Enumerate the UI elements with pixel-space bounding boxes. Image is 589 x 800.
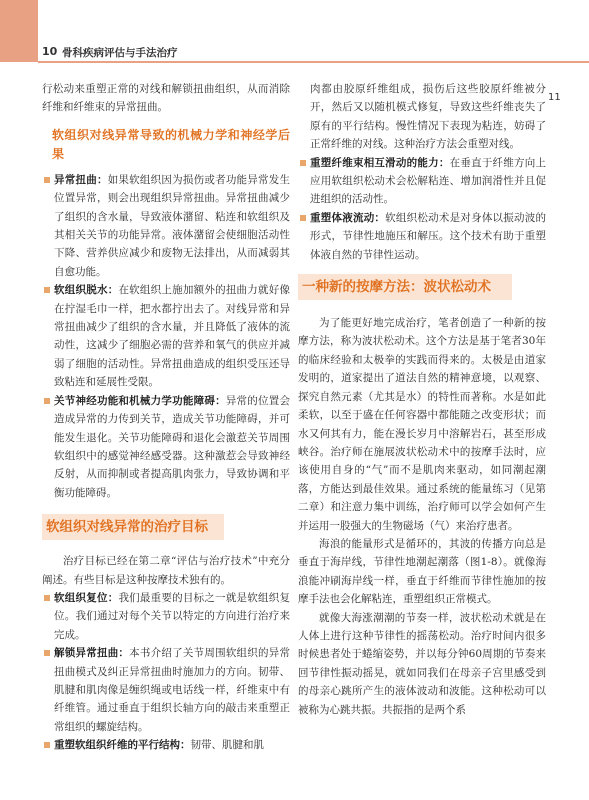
list-item bbox=[42, 171, 290, 281]
body-paragraph: 为了能更好地完成治疗，笔者创造了一种新的按摩方法，称为波状松动术。这个方法是基于笔者30年的临床经验和太极拳的实践而得来的。太极是由道家发明的，道家提出了道法自然的精神意境，以观察、探究自然元素（尤其是水）的特性而著称。水是如此柔软，以至于盛在任何容器中都能随之改变形状；而水又何其有力，能在漫长岁月中溶解岩石，甚至形成峡谷。治疗师在施展波状松动术中的按摩手法时，应该使用自身的“气”而不是肌肉来驱动，如同潮起潮落，方能达到最佳效果。通过系统的能量练习（见第二章）和注意力集中训练，治疗师可以学会如何产生并运用一股强大的生物磁场（气）来治疗患者。 bbox=[298, 317, 546, 532]
page-number-left: 10 bbox=[42, 45, 58, 58]
page-number-right: 11 bbox=[548, 92, 561, 103]
bullet-square-icon bbox=[300, 160, 306, 166]
body-paragraph: 海浪的能量形式是循环的，其波的传播方向总是垂直于海岸线，节律性地潮起潮落（图1-8）。就像海浪能冲刷海岸线一样，垂直于纤维而节律性施加的按摩手法也会化解粘连，重塑组织正常模式。 bbox=[298, 537, 546, 606]
section-heading: 软组织对线异常导致的机械力学和神经学后果 bbox=[52, 127, 290, 161]
goals-list bbox=[42, 589, 290, 755]
bullet-text: 软组织松动术是对身体以振动波的形式，节律性地施压和解压。这个技术有助于重塑体液自然的节律性运动。 bbox=[310, 211, 547, 261]
bullet-square-icon bbox=[300, 215, 306, 221]
bullet-square-icon bbox=[44, 742, 50, 748]
continuation-paragraph: 肉都由胶原纤维组成，损伤后这些胶原纤维被分开，然后又以随机模式修复，导致这些纤维丧失了原有的平行结构。慢性情况下表现为粘连，妨碍了正常纤维的对线。这种治疗方法会重塑对线。 bbox=[310, 83, 546, 151]
list-item bbox=[42, 589, 290, 644]
bullet-square-icon bbox=[44, 287, 50, 293]
bullet-text: 韧带、肌腱和肌 bbox=[190, 739, 264, 752]
bullet-term: 异常扭曲： bbox=[54, 173, 108, 186]
bullet-term: 软组织复位： bbox=[54, 591, 119, 604]
bullet-text: 异常的位置会造成异常的力传到关节，造成关节功能障碍，并可能发生退化。关节功能障碍和退化会激惹关节周围软组织中的感觉神经感受器。这种激惹会导致神经反射，从而抑制或者提高肌肉张力，导致协调和平衡功能障碍。 bbox=[54, 394, 291, 499]
goals-intro-paragraph: 治疗目标已经在第二章“评估与治疗技术”中充分阐述。有些目标是这种按摩技术独有的。 bbox=[42, 555, 290, 586]
bullet-square-icon bbox=[44, 650, 50, 656]
consequences-list bbox=[42, 171, 290, 502]
bullet-term: 重塑体液流动： bbox=[310, 211, 386, 224]
list-item bbox=[42, 281, 290, 391]
header-color-block bbox=[0, 0, 38, 62]
section-banner-wave-mobilization: 一种新的按摩方法：波状松动术 bbox=[298, 274, 512, 300]
list-item bbox=[298, 154, 546, 209]
left-column bbox=[42, 80, 290, 755]
list-item bbox=[42, 392, 290, 502]
page-header bbox=[0, 0, 589, 64]
bullet-text: 如果软组织因为损伤或者功能异常发生位置异常，则会出现组织异常扭曲。异常扭曲减少了组织的含水量，导致液体潴留、粘连和软组织及其相关关节的功能异常。液体潴留会使细胞活动性下降、营养供应减少和废物无法排出，从而减弱其自愈功能。 bbox=[54, 173, 291, 278]
bullet-text: 我们最重要的目标之一就是软组织复位。我们通过对每个关节以特定的方向进行治疗来完成。 bbox=[54, 591, 291, 641]
bullet-term: 软组织脱水： bbox=[54, 284, 119, 297]
list-item bbox=[42, 644, 290, 736]
bullet-term: 解锁异常扭曲： bbox=[54, 647, 130, 660]
bullet-square-icon bbox=[44, 595, 50, 601]
bullet-text: 在垂直于纤维方向上应用软组织松动术会松解粘连、增加润滑性并且促进组织的活动性。 bbox=[310, 156, 547, 206]
bullet-text: 在软组织上施加额外的扭曲力就好像在拧湿毛巾一样，把水都拧出去了。对线异常和异常扭曲减少了组织的含水量，并且降低了液体的流动性，这减少了细胞必需的营养和氧气的供应并减弱了细胞的活动性。异常扭曲造成的组织受压还导致粘连和延展性受限。 bbox=[54, 284, 291, 389]
bullet-term: 重塑软组织纤维的平行结构： bbox=[54, 739, 191, 752]
book-title: 骨科疾病评估与手法治疗 bbox=[62, 47, 178, 59]
intro-paragraph: 行松动来重塑正常的对线和解锁扭曲组织，从而消除纤维和纤维束的异常扭曲。 bbox=[42, 83, 290, 114]
bullet-text: 本书介绍了关节周围软组织的异常扭曲模式及纠正异常扭曲时施加力的方向。韧带、肌腱和肌肉像是缠织绳或电话线一样，纤维束中有纤维管。通过垂直于组织长轴方向的敲击来重塑正常组织的螺旋结构。 bbox=[54, 647, 291, 733]
header-rule bbox=[38, 61, 589, 63]
list-item bbox=[298, 209, 546, 264]
section-banner-treatment-goals: 软组织对线异常的治疗目标 bbox=[42, 514, 224, 540]
bullet-term: 关节神经功能和机械力学功能障碍： bbox=[54, 394, 226, 407]
goals-list-continued bbox=[298, 154, 546, 264]
bullet-square-icon bbox=[44, 398, 50, 404]
body-paragraph: 就像大海涨潮潮的节奏一样，波状松动术就是在人体上进行这种节律性的摇荡松动。治疗时间内很多时候患者处于蜷缩姿势，并以每分钟60周期的节奏来回节律性振动摇晃，就如同我们在母亲子宫里感受到的母亲心跳所产生的液体波动和波能。这种松动可以被称为心跳共振。共振指的是两个系 bbox=[298, 611, 546, 716]
list-item bbox=[42, 736, 290, 754]
right-column bbox=[298, 80, 546, 719]
bullet-square-icon bbox=[44, 177, 50, 183]
bullet-term: 重塑纤维束相互滑动的能力： bbox=[310, 156, 450, 169]
